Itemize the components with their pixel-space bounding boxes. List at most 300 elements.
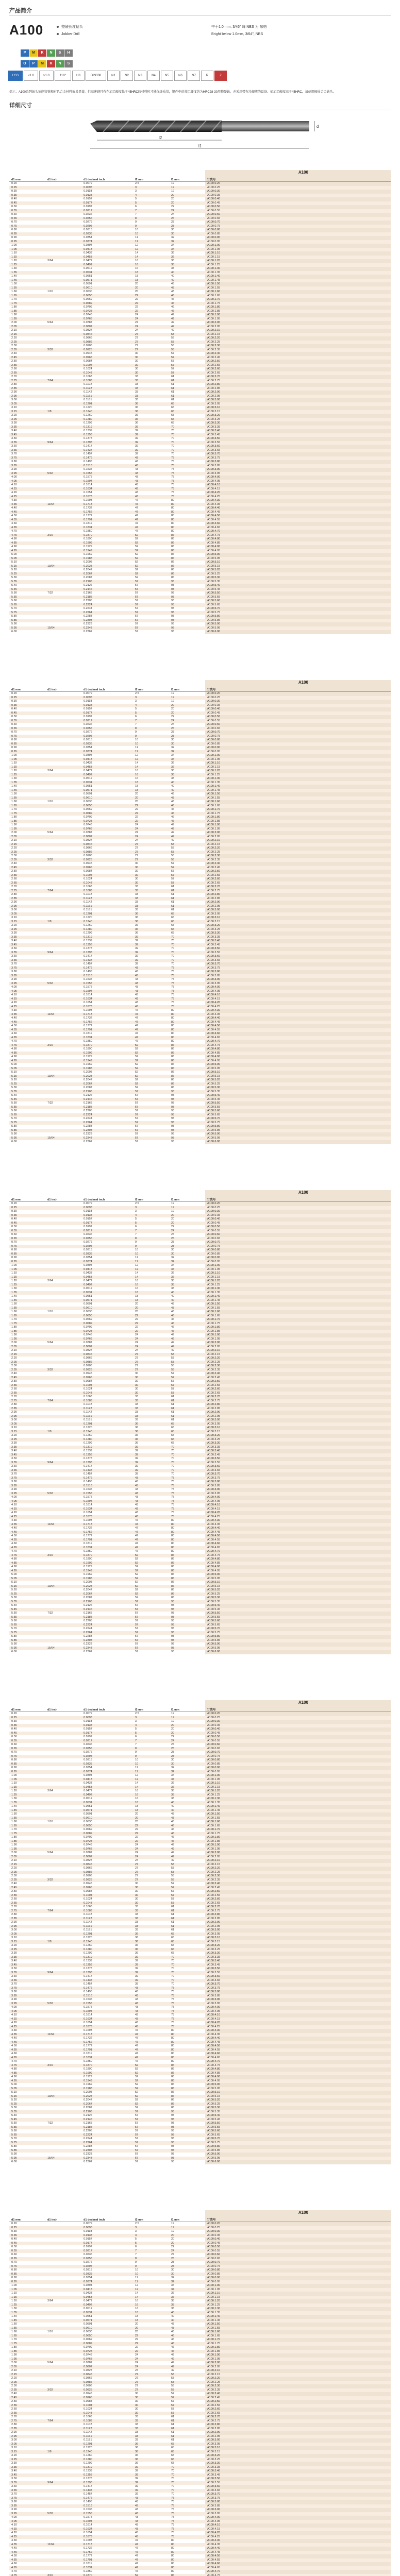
- table-row: [9, 1519, 391, 1523]
- table-cell: 38: [171, 259, 175, 262]
- table-cell: 65: [171, 2454, 175, 2457]
- table-cell: 0.1496: [84, 1480, 92, 1483]
- table-row: [9, 1979, 391, 1983]
- table-cell: 0.2008: [84, 2091, 92, 2094]
- table-cell: 30: [135, 1897, 139, 1901]
- table-cell: 2.20: [11, 1357, 17, 1360]
- table-cell: 43: [133, 480, 169, 484]
- table-cell: 0.0591: [84, 792, 92, 795]
- table-cell: [45, 804, 81, 808]
- table-cell: [45, 1453, 81, 1458]
- table-cell: 57: [135, 622, 139, 625]
- table-cell: 0.2106: [81, 2110, 133, 2114]
- table-cell: A100.1.95: [205, 1848, 391, 1852]
- table-cell: [45, 1782, 81, 1786]
- table-row: [9, 2392, 391, 2396]
- table-cell: 49: [169, 325, 205, 329]
- table-cell: A100.2.95: [205, 1925, 391, 1929]
- table-cell: 1/16: [47, 800, 53, 803]
- table-cell: 0.1575: [84, 476, 92, 479]
- table-cell: 2.15: [9, 1353, 45, 1357]
- table-cell: 75: [171, 2006, 175, 2009]
- table-cell: 0.1850: [84, 530, 92, 533]
- table-cell: 0.0630: [84, 1310, 92, 1313]
- table-cell: 36: [169, 2296, 205, 2300]
- table-cell: 46: [169, 812, 205, 816]
- table-cell: 40: [169, 781, 205, 785]
- table-cell: 14: [133, 256, 169, 260]
- table-cell: [45, 931, 81, 936]
- table-cell: [45, 2516, 81, 2520]
- table-row: [9, 352, 391, 356]
- table-row: [9, 2056, 391, 2060]
- table-cell: 0.2264: [81, 1121, 133, 1125]
- table-cell: 39: [135, 939, 139, 942]
- table-cell: 4.90: [11, 1055, 17, 1058]
- table-cell: 57: [135, 2145, 139, 2148]
- table-cell: A100.1.45: [205, 1299, 391, 1303]
- table-cell: 14: [135, 1272, 139, 1275]
- table-cell: 57: [133, 619, 169, 623]
- table-row: [9, 2303, 391, 2308]
- table-row: [9, 205, 391, 209]
- table-row: [9, 1828, 391, 1832]
- table-cell: [45, 1078, 81, 1082]
- table-cell: 3.70: [11, 2493, 17, 2496]
- table-cell: 80: [171, 1016, 175, 1020]
- table-cell: 5.95: [9, 2157, 45, 2161]
- table-cell: [45, 1519, 81, 1523]
- table-cell: 57: [135, 1635, 139, 1638]
- table-cell: 2.75: [9, 1909, 45, 1913]
- table-cell: A100.3.50: [205, 2477, 391, 2481]
- table-cell: [45, 2091, 81, 2095]
- table-cell: [45, 1778, 81, 1782]
- table-row: [9, 2485, 391, 2489]
- table-cell: A100.1.90: [205, 2353, 391, 2358]
- table-cell: 2.90: [11, 901, 17, 904]
- table-cell: 65: [169, 418, 205, 422]
- table-cell: [45, 962, 81, 967]
- table-cell: 47: [135, 2554, 139, 2557]
- table-cell: 0.2362: [84, 630, 92, 633]
- table-row: [9, 1426, 391, 1430]
- table-cell: 86: [169, 565, 205, 569]
- table-cell: 22: [135, 1836, 139, 1839]
- table-cell: A100.1.30: [205, 2307, 391, 2311]
- table-row: [9, 2551, 391, 2555]
- table-row: [9, 897, 391, 901]
- table-cell: A100.2.15: [205, 1353, 391, 1357]
- table-cell: 43: [133, 997, 169, 1002]
- table-row: [9, 804, 391, 808]
- table-cell: [45, 2268, 81, 2273]
- table-cell: [45, 213, 81, 217]
- table-cell: A100.0.95: [205, 1260, 391, 1264]
- table-cell: 0.2205: [84, 599, 92, 602]
- table-cell: 93: [169, 2110, 205, 2114]
- material-badge-m: M: [38, 60, 46, 67]
- material-badge-h: H: [64, 49, 73, 57]
- table-cell: 4.45: [9, 2041, 45, 2045]
- table-cell: 1.15: [9, 1276, 45, 1280]
- table-cell: A100.5.80: [205, 1635, 391, 1639]
- table-cell: 93: [169, 2157, 205, 2161]
- table-cell: 75: [169, 982, 205, 986]
- table-cell: 80: [171, 1024, 175, 1027]
- table-cell: [45, 1090, 81, 1094]
- table-cell: 1.20: [11, 1789, 17, 1792]
- table-cell: 30: [133, 364, 169, 368]
- table-cell: [45, 561, 81, 565]
- table-cell: 0.1083: [81, 889, 133, 893]
- table-cell: A100.4.35: [205, 2543, 391, 2547]
- table-cell: 46: [169, 310, 205, 314]
- table-cell: 1.65: [9, 294, 45, 298]
- table-row: [9, 2520, 391, 2524]
- table-cell: A100.3.25: [205, 1438, 391, 1442]
- table-cell: 0.1398: [81, 1461, 133, 1465]
- table-cell: 40: [171, 275, 175, 278]
- table-cell: 5.90: [11, 622, 17, 625]
- table-cell: 2.70: [11, 1395, 17, 1398]
- table-cell: [45, 580, 81, 584]
- table-cell: [45, 789, 81, 793]
- table-cell: 75: [171, 1496, 175, 1499]
- table-cell: 0.0453: [81, 766, 133, 770]
- table-cell: [45, 2048, 81, 2053]
- table-cell: 27: [135, 1364, 139, 1367]
- table-cell: [45, 1442, 81, 1446]
- table-cell: 0.2185: [81, 1106, 133, 1110]
- table-cell: 0.1122: [81, 1917, 133, 1921]
- table-cell: [45, 2018, 81, 2022]
- table-cell: A100.0.80: [205, 2268, 391, 2273]
- table-cell: 49: [171, 839, 175, 842]
- table-cell: 24: [135, 321, 139, 324]
- table-brand-label: A100: [298, 680, 308, 685]
- table-cell: 0.90: [11, 1766, 17, 1769]
- table-cell: 34: [169, 758, 205, 762]
- table-cell: 49: [169, 1855, 205, 1859]
- table-cell: 30: [133, 356, 169, 360]
- table-cell: A100.2.85: [205, 2427, 391, 2431]
- table-cell: 5.05: [9, 1577, 45, 1581]
- table-row: [9, 506, 391, 511]
- table-cell: A100.1.80: [205, 306, 391, 310]
- table-cell: 75: [171, 2523, 175, 2527]
- table-cell: 93: [171, 1094, 175, 1097]
- table-cell: 9/64: [45, 951, 81, 955]
- table-row: [9, 2562, 391, 2566]
- table-row: [9, 1982, 391, 1987]
- table-row: [9, 1739, 391, 1743]
- table-cell: [45, 1747, 81, 1751]
- table-cell: 52: [133, 565, 169, 569]
- table-cell: 86: [169, 2574, 205, 2576]
- table-row: [9, 1330, 391, 1334]
- table-cell: 39: [135, 2485, 139, 2488]
- table-row: [9, 341, 391, 345]
- table-cell: 0.1102: [84, 383, 92, 386]
- table-cell: 1.25: [9, 263, 45, 267]
- table-cell: A100.1.35: [205, 2311, 391, 2315]
- table-cell: 27: [135, 344, 139, 347]
- table-cell: 38: [171, 1279, 175, 1282]
- table-cell: 5.00: [11, 553, 17, 556]
- table-cell: 5.75: [9, 1121, 45, 1125]
- table-cell: 86: [169, 1577, 205, 1581]
- table-cell: 0.1949: [81, 549, 133, 553]
- table-cell: 9: [135, 1241, 137, 1244]
- table-cell: 61: [171, 1395, 175, 1398]
- table-cell: 0.0925: [81, 2388, 133, 2393]
- table-cell: A100.5.90: [205, 1642, 391, 1647]
- table-cell: 65: [171, 916, 175, 919]
- table-cell: 14: [135, 251, 139, 255]
- table-cell: 16: [135, 259, 139, 262]
- table-cell: 36: [133, 1948, 169, 1952]
- table-row: [9, 959, 391, 963]
- table-cell: 52: [135, 1573, 139, 1576]
- table-row: [9, 1013, 391, 1017]
- table-row: [9, 2245, 391, 2249]
- table-cell: 0.0256: [81, 2257, 133, 2261]
- table-row: [9, 2153, 391, 2157]
- table-cell: [45, 360, 81, 364]
- table-cell: 5.85: [9, 1129, 45, 1133]
- table-cell: 38: [169, 773, 205, 777]
- table-row: [9, 2041, 391, 2045]
- table-cell: 0.1280: [81, 1948, 133, 1952]
- table-cell: [45, 2342, 81, 2346]
- table-cell: 70: [169, 1956, 205, 1960]
- table-cell: [45, 2056, 81, 2060]
- table-cell: 0.2244: [84, 607, 92, 610]
- table-cell: 22: [133, 2350, 169, 2354]
- table-cell: 61: [171, 1411, 175, 1414]
- table-cell: [45, 2551, 81, 2555]
- table-row: [9, 1202, 391, 1206]
- table-cell: [45, 391, 81, 395]
- table-cell: 4: [133, 2234, 169, 2238]
- table-row: [9, 1786, 391, 1790]
- table-cell: A100.2.05: [205, 325, 391, 329]
- table-cell: 0.0512: [84, 267, 92, 270]
- table-cell: 3.00: [11, 1418, 17, 1421]
- table-row: [9, 1032, 391, 1036]
- table-cell: 61: [169, 1407, 205, 1411]
- table-cell: 5.15: [9, 1075, 45, 1079]
- table-cell: A100.5.90: [205, 622, 391, 626]
- table-cell: 0.0197: [84, 1735, 92, 1738]
- table-cell: 5: [133, 2242, 169, 2246]
- table-cell: 70: [169, 426, 205, 430]
- table-cell: 0.1949: [81, 1569, 133, 1573]
- table-cell: 1.10: [11, 1272, 17, 1275]
- table-cell: 20: [169, 201, 205, 206]
- table-cell: A100.1.95: [205, 1337, 391, 1342]
- table-cell: 0.0433: [84, 1272, 92, 1275]
- table-header: d1 inch: [45, 170, 81, 182]
- table-cell: [45, 1998, 81, 2002]
- table-cell: 61: [169, 2427, 205, 2431]
- table-cell: 43: [133, 1500, 169, 1504]
- table-cell: A100.0.40: [205, 707, 391, 711]
- table-cell: 3: [135, 1720, 137, 1723]
- table-row: [9, 1016, 391, 1021]
- table-cell: 0.2008: [84, 1581, 92, 1584]
- table-cell: 1.95: [9, 827, 45, 832]
- table-cell: 39: [133, 943, 169, 947]
- table-cell: 93: [171, 1627, 175, 1630]
- table-cell: 0.45: [9, 1222, 45, 1226]
- table-cell: 53: [171, 854, 175, 857]
- table-cell: A100.2.30: [205, 344, 391, 348]
- table-cell: [45, 452, 81, 456]
- table-row: [9, 1248, 391, 1252]
- table-cell: [45, 700, 81, 704]
- table-cell: A100.2.00: [205, 2361, 391, 2365]
- table-cell: 0.2028: [81, 565, 133, 569]
- table-cell: 75: [171, 1998, 175, 2001]
- table-cell: 47: [135, 2060, 139, 2063]
- table-cell: [45, 375, 81, 379]
- table-cell: 80: [171, 522, 175, 525]
- table-cell: 4.60: [11, 1542, 17, 1545]
- table-cell: 0.0551: [84, 1295, 92, 1298]
- table-cell: 3.00: [11, 1928, 17, 1931]
- table-cell: 49: [171, 2353, 175, 2357]
- table-cell: 1.85: [9, 310, 45, 314]
- table-cell: 93: [171, 2160, 175, 2163]
- table-cell: 0.1280: [81, 418, 133, 422]
- table-cell: 70: [171, 1967, 175, 1970]
- table-cell: 2.35: [9, 1368, 45, 1372]
- table-cell: 1.50: [11, 1812, 17, 1816]
- table-row: [9, 2450, 391, 2454]
- table-cell: 75: [171, 2531, 175, 2534]
- table-cell: [45, 905, 81, 909]
- table-cell: 0.0925: [81, 348, 133, 352]
- table-cell: [45, 1758, 81, 1762]
- table-cell: 0.40: [11, 1727, 17, 1731]
- size-table: [9, 2210, 391, 2576]
- table-cell: A100.1.45: [205, 1809, 391, 1813]
- table-cell: 49: [169, 317, 205, 321]
- table-cell: A100.1.75: [205, 1322, 391, 1326]
- table-cell: [45, 2408, 81, 2412]
- table-cell: 0.0748: [84, 313, 92, 316]
- table-cell: 10: [133, 742, 169, 747]
- table-cell: 0.0650: [81, 294, 133, 298]
- table-cell: [45, 1592, 81, 1597]
- table-cell: 2.85: [9, 2427, 45, 2431]
- table-cell: 26: [169, 727, 205, 731]
- table-cell: 1.70: [11, 298, 17, 301]
- table-cell: [45, 866, 81, 870]
- table-row: [9, 2512, 391, 2516]
- table-cell: A100.0.70: [205, 1751, 391, 1755]
- table-cell: 4.10: [11, 483, 17, 486]
- table-cell: A100.1.85: [205, 1840, 391, 1844]
- table-cell: 20: [133, 796, 169, 801]
- table-cell: [45, 993, 81, 997]
- table-cell: 0.40: [11, 197, 17, 200]
- table-cell: 80: [169, 1538, 205, 1543]
- table-cell: 52: [135, 2098, 139, 2102]
- table-cell: A100.1.90: [205, 313, 391, 317]
- table-cell: 4.75: [9, 2574, 45, 2576]
- table-cell: [45, 839, 81, 843]
- table-cell: A100.4.60: [205, 2562, 391, 2566]
- table-row: [9, 1241, 391, 1245]
- table-cell: A100.3.65: [205, 1979, 391, 1983]
- spec-box: Z: [214, 71, 227, 81]
- table-cell: 0.0807: [81, 835, 133, 839]
- table-cell: 75: [171, 986, 175, 989]
- table-cell: 86: [171, 1573, 175, 1576]
- table-cell: [45, 275, 81, 279]
- table-row: [9, 1399, 391, 1403]
- table-header: l1 mm: [169, 1190, 205, 1202]
- table-cell: [45, 2446, 81, 2450]
- table-cell: 4: [133, 1214, 169, 1218]
- table-cell: 0.35: [9, 1214, 45, 1218]
- table-cell: 2.40: [11, 862, 17, 865]
- table-cell: 4.15: [9, 2528, 45, 2532]
- table-cell: 57: [133, 1090, 169, 1094]
- table-row: [9, 931, 391, 936]
- table-cell: 5.70: [11, 1627, 17, 1630]
- table-cell: [45, 2327, 81, 2331]
- table-row: [9, 831, 391, 835]
- table-cell: 2.05: [9, 1345, 45, 1349]
- table-cell: 27: [133, 2373, 169, 2377]
- table-cell: 0.1594: [81, 2520, 133, 2524]
- table-row: [9, 2296, 391, 2300]
- table-cell: 0.1555: [81, 1492, 133, 1496]
- table-cell: [45, 2493, 81, 2497]
- table-cell: [45, 1063, 81, 1067]
- table-row: [9, 317, 391, 321]
- table-cell: 0.80: [11, 2268, 17, 2272]
- table-cell: 1.40: [11, 2315, 17, 2318]
- table-cell: 18: [133, 1291, 169, 1295]
- table-cell: 0.2343: [81, 1137, 133, 1141]
- material-badge-o: O: [21, 60, 29, 67]
- table-row: [9, 2400, 391, 2404]
- table-cell: 5/64: [47, 1851, 53, 1854]
- table-cell: 9/64: [45, 441, 81, 445]
- table-row: [9, 1333, 391, 1337]
- table-cell: 61: [169, 387, 205, 391]
- table-cell: 0.25: [9, 1206, 45, 1210]
- table-cell: [45, 2133, 81, 2138]
- table-cell: 52: [133, 1044, 169, 1048]
- product-spec-2: Bright below 1.0mm, 3/64", NBS: [211, 32, 263, 36]
- table-cell: 2.25: [9, 2381, 45, 2385]
- table-cell: 14: [133, 2296, 169, 2300]
- table-cell: A100.5.70: [205, 607, 391, 611]
- table-cell: 39: [133, 2466, 169, 2470]
- table-cell: A100.5.15: [205, 2095, 391, 2099]
- table-cell: 4.55: [9, 1538, 45, 1543]
- table-row: [9, 1855, 391, 1859]
- table-row: [9, 1886, 391, 1890]
- table-cell: 6.00: [11, 1140, 17, 1143]
- table-cell: [45, 947, 81, 951]
